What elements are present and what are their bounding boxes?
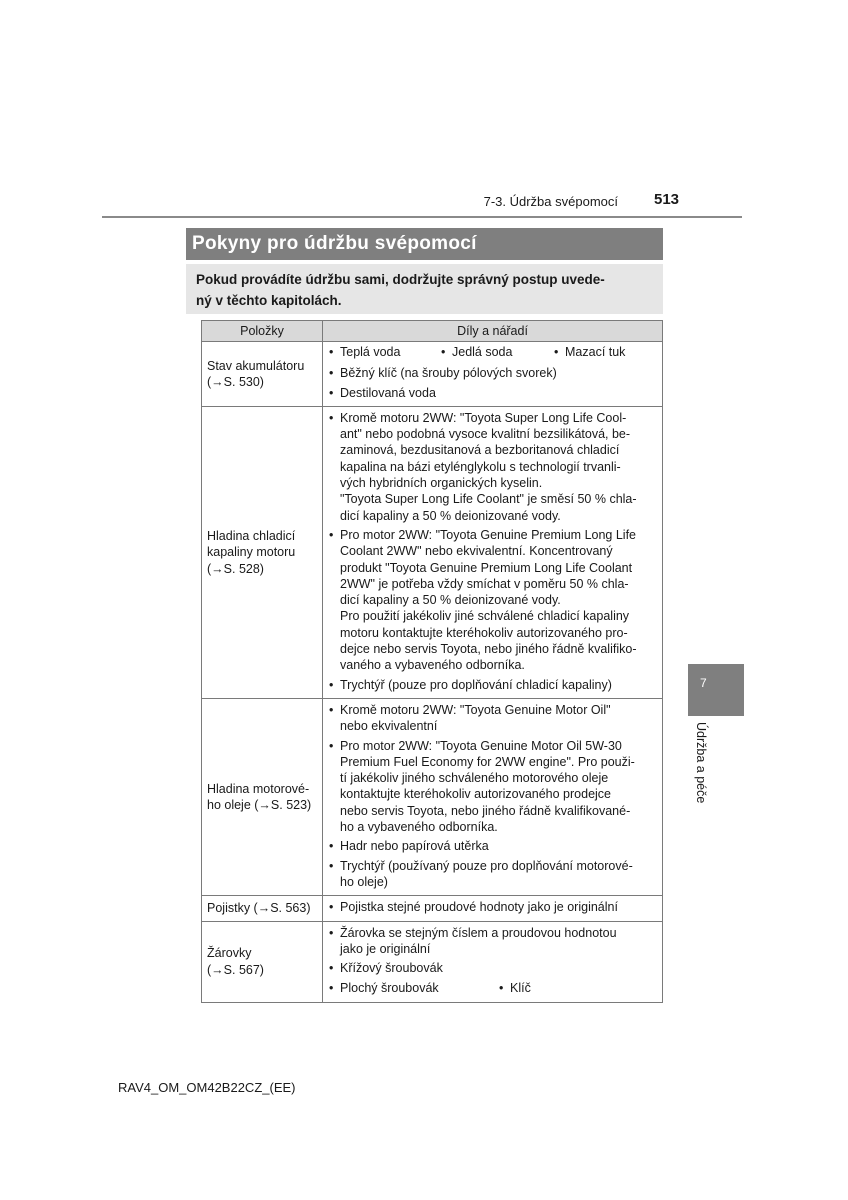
- list-item-line: kontaktujte kteréhokoliv autorizovaného prodejce: [340, 787, 612, 802]
- list-item: [328, 838, 658, 854]
- section-label: 7-3. Údržba svépomocí: [483, 194, 618, 209]
- item-cell: [202, 698, 323, 895]
- list-item: [328, 365, 658, 381]
- item-cell: [202, 896, 323, 921]
- list-item-line: • Pro motor 2WW: "Toyota Genuine Premium Long Life: [340, 527, 637, 542]
- item-text-line: ho oleje (→S. 523): [207, 798, 312, 813]
- parts-cell: [323, 921, 663, 1002]
- list-item-line: tí jakékoliv jiného schváleného motorového oleje: [340, 771, 609, 786]
- bullet-list: [328, 925, 658, 977]
- parts-cell: [323, 406, 663, 698]
- table-row: [202, 406, 663, 698]
- column-header-items: Položky: [202, 321, 323, 342]
- table-row: [202, 342, 663, 407]
- list-item-line: dejce nebo servis Toyota, nebo jiného řádně kvalifiko-: [340, 642, 637, 657]
- bullet-list: [328, 899, 658, 915]
- list-item: • Mazací tuk: [553, 344, 625, 360]
- list-item-line: vých hybridních organických kyselin.: [340, 476, 543, 491]
- list-item-line: Destilovaná voda: [340, 385, 436, 400]
- item-cell: [202, 921, 323, 1002]
- intro-line: ný v těchto kapitolách.: [196, 293, 342, 308]
- item-text-line: Pojistky (→S. 563): [207, 901, 311, 916]
- list-item-line: ho oleje): [340, 874, 388, 889]
- list-item-line: Trychtýř (pouze pro doplňování chladicí kapaliny): [340, 677, 612, 692]
- list-item-line: Běžný klíč (na šrouby pólových svorek): [340, 366, 557, 381]
- item-cell: [202, 406, 323, 698]
- list-item: [328, 702, 658, 735]
- item-cell: [202, 342, 323, 407]
- table-header-row: [202, 321, 663, 342]
- list-item-line: produkt "Toyota Genuine Premium Long Life Coolant: [340, 560, 633, 575]
- parts-cell: [323, 896, 663, 921]
- list-item: [328, 527, 658, 674]
- page-number: 513: [654, 191, 680, 208]
- chapter-label: Údržba a péče: [694, 722, 708, 804]
- chapter-tab: [688, 664, 744, 716]
- list-item: [328, 738, 658, 836]
- list-item-line: zaminová, bezdusitanová a bezboritanová chladicí: [340, 443, 620, 458]
- chapter-number: 7: [700, 676, 707, 690]
- list-item: [328, 960, 658, 976]
- item-text-line: kapaliny motoru: [207, 545, 296, 560]
- list-item-line: dicí kapaliny a 50 % deionizované vody.: [340, 508, 561, 523]
- intro-line: Pokud provádíte údržbu sami, dodržujte správný postup uvede-: [196, 272, 605, 287]
- bullet-list: [328, 365, 658, 401]
- list-item-line: Coolant 2WW" nebo ekvivalentní. Koncentrovaný: [340, 544, 613, 559]
- tools-table: [201, 320, 663, 1003]
- item-text-line: (→S. 567): [207, 962, 264, 977]
- list-item-line: Hadr nebo papírová utěrka: [340, 839, 489, 854]
- page-header: [0, 190, 848, 220]
- list-item-line: ant" nebo podobná vysoce kvalitní bezsilikátová, be-: [340, 427, 631, 442]
- item-text-line: (→S. 528): [207, 561, 264, 576]
- table-row: [202, 921, 663, 1002]
- column-header-parts: Díly a nářadí: [323, 321, 663, 342]
- list-item: [328, 858, 658, 891]
- list-item-line: kapalina na bázi etylénglykolu s technologií trvanli-: [340, 459, 621, 474]
- intro-box: [186, 264, 663, 314]
- list-item-line: "Toyota Super Long Life Coolant" je směsí 50 % chla-: [340, 492, 637, 507]
- list-item-line: motoru kontaktujte kteréhokoliv autorizovaného pro-: [340, 625, 628, 640]
- list-item-line: Křížový šroubovák: [340, 961, 443, 976]
- list-item-line: vaného a vybaveného odborníka.: [340, 658, 525, 673]
- list-item: [328, 899, 658, 915]
- inline-bullet-row: [328, 343, 658, 363]
- list-item-line: nebo ekvivalentní: [340, 719, 438, 734]
- list-item: • Teplá voda: [328, 344, 440, 360]
- list-item-line: • Žárovka se stejným číslem a proudovou hodnotou: [340, 925, 617, 940]
- list-item-line: nebo servis Toyota, nebo jiného řádně kvalifikované-: [340, 803, 631, 818]
- table-row: [202, 698, 663, 895]
- list-item-line: • Trychtýř (používaný pouze pro doplňování motorové-: [340, 858, 633, 873]
- inline-bullet-row: [328, 979, 658, 999]
- list-item-line: jako je originální: [340, 941, 431, 956]
- list-item-line: • Kromě motoru 2WW: "Toyota Super Long Life Cool-: [340, 410, 627, 425]
- list-item: • Klíč: [498, 980, 531, 996]
- list-item-line: Pojistka stejné proudové hodnoty jako je originální: [340, 900, 618, 915]
- list-item: [328, 385, 658, 401]
- title-bar: [186, 228, 663, 260]
- list-item-line: • Pro motor 2WW: "Toyota Genuine Motor Oil 5W-30: [340, 738, 622, 753]
- bullet-list: [328, 702, 658, 890]
- list-item: [328, 925, 658, 958]
- list-item-line: 2WW" je potřeba vždy smíchat v poměru 50 % chla-: [340, 576, 629, 591]
- chapter-side-label: [694, 722, 714, 822]
- item-text-line: Žárovky: [207, 946, 252, 961]
- item-text-line: (→S. 530): [207, 374, 264, 389]
- item-text-line: Stav akumulátoru: [207, 358, 305, 373]
- list-item-line: dicí kapaliny a 50 % deionizované vody.: [340, 593, 561, 608]
- parts-cell: [323, 342, 663, 407]
- parts-cell: [323, 698, 663, 895]
- list-item: • Jedlá soda: [440, 344, 553, 360]
- header-rule: [102, 216, 742, 218]
- list-item-line: ho a vybaveného odborníka.: [340, 820, 498, 835]
- list-item: [328, 677, 658, 693]
- table-row: [202, 896, 663, 921]
- item-text-line: Hladina motorové-: [207, 781, 310, 796]
- list-item-line: • Kromě motoru 2WW: "Toyota Genuine Motor Oil": [340, 702, 611, 717]
- list-item: [328, 410, 658, 524]
- list-item: • Plochý šroubovák: [328, 980, 498, 996]
- bullet-list: [328, 410, 658, 693]
- page-title: Pokyny pro údržbu svépomocí: [192, 233, 477, 254]
- list-item-line: Pro použití jakékoliv jiné schválené chladicí kapaliny: [340, 609, 630, 624]
- item-text-line: Hladina chladicí: [207, 528, 296, 543]
- list-item-line: Premium Fuel Economy for 2WW engine". Pro použi-: [340, 754, 635, 769]
- document-code: RAV4_OM_OM42B22CZ_(EE): [118, 1080, 296, 1095]
